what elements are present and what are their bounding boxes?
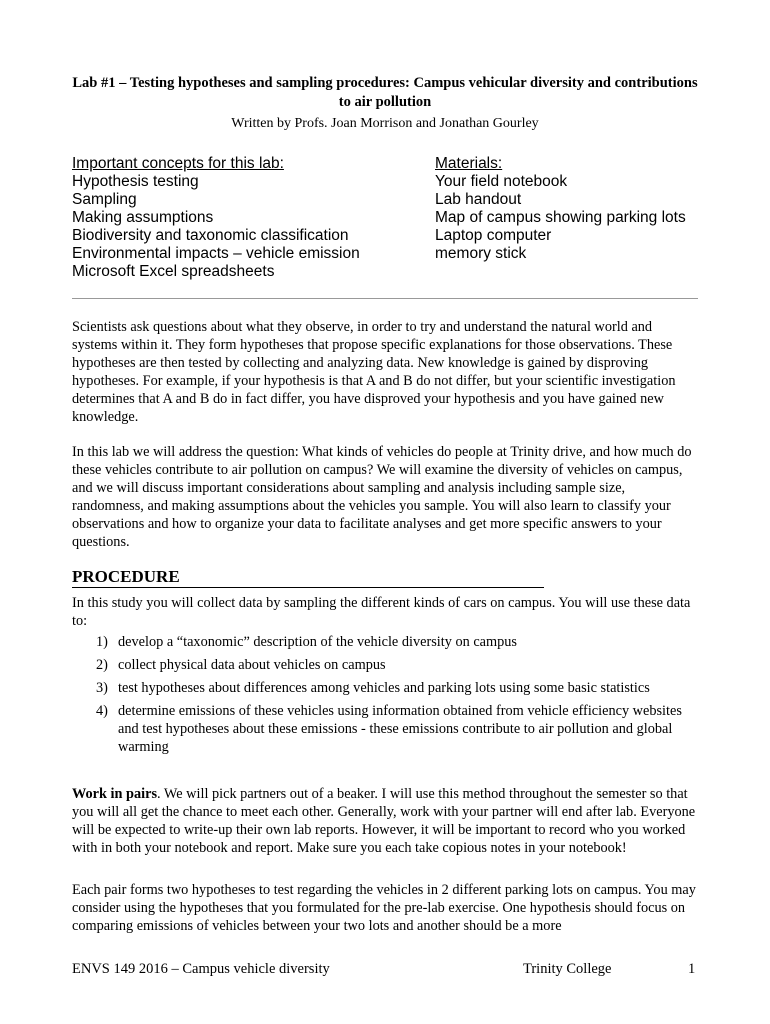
- concept-item: Hypothesis testing: [72, 173, 199, 190]
- concept-item: Biodiversity and taxonomic classification: [72, 227, 349, 244]
- step-text: test hypotheses about differences among vehicles and parking lots using some basic statistics: [118, 680, 650, 696]
- step-number: 4): [96, 703, 108, 719]
- procedure-heading: PROCEDURE: [72, 567, 544, 588]
- footer-institution: Trinity College: [523, 961, 612, 977]
- concept-item: Microsoft Excel spreadsheets: [72, 263, 275, 280]
- procedure-step: [72, 656, 700, 674]
- intro-paragraph-scientists: Scientists ask questions about what they observe, in order to try and understand the natural world and systems within it. They form hypotheses that propose specific explanations for those observations. These hypotheses are then tested by collecting and analyzing data. New knowledge is gained by disproving hypotheses. For example, if your hypothesis is that A and B do not differ, but your scientific investigation determines that A and B do in fact differ, you have disproved your hypothesis and you have gained new knowledge.: [72, 319, 676, 425]
- footer-course: ENVS 149 2016 – Campus vehicle diversity: [72, 961, 330, 977]
- step-text: collect physical data about vehicles on campus: [118, 657, 386, 673]
- material-item: Your field notebook: [435, 173, 568, 190]
- footer-page-number: 1: [688, 961, 696, 977]
- step-number: 1): [96, 634, 108, 650]
- step-number: 2): [96, 657, 108, 673]
- concepts-list: [72, 155, 360, 281]
- material-item: memory stick: [435, 245, 527, 262]
- procedure-step: [72, 633, 700, 651]
- concepts-heading: Important concepts for this lab:: [72, 155, 284, 172]
- materials-heading: Materials:: [435, 155, 503, 172]
- step-number: 3): [96, 680, 108, 696]
- material-item: Laptop computer: [435, 227, 552, 244]
- hypotheses-paragraph: Each pair forms two hypotheses to test regarding the vehicles in 2 different parking lots on campus. You may consider using the hypotheses that you formulated for the pre-lab exercise. One hypothesis should focus on comparing emissions of vehicles between your two lots and another should be a more: [72, 882, 696, 934]
- intro-paragraph-question: In this lab we will address the question: What kinds of vehicles do people at Trinity drive, and how much do these vehicles contribute to air pollution on campus? We will examine the diversity of vehicles on campus, and we will discuss important considerations about sampling and analysis including sample size, randomness, and making assumptions about the vehicles you sample. You will also learn to classify your observations and how to organize your data to facilitate analyses and get more specific answers to your questions.: [72, 444, 692, 550]
- procedure-step: [72, 702, 700, 756]
- concept-item: Sampling: [72, 191, 137, 208]
- document-title: Lab #1 – Testing hypotheses and sampling procedures: Campus vehicular diversity and contributions to air pollution: [72, 75, 698, 110]
- work-in-pairs-paragraph: [72, 785, 700, 857]
- step-text: develop a “taxonomic” description of the vehicle diversity on campus: [118, 634, 517, 650]
- procedure-steps: [72, 633, 700, 761]
- material-item: Map of campus showing parking lots: [435, 209, 686, 226]
- material-item: Lab handout: [435, 191, 522, 208]
- concept-item: Making assumptions: [72, 209, 214, 226]
- authors-byline: Written by Profs. Joan Morrison and Jonathan Gourley: [231, 116, 539, 131]
- materials-list: [435, 155, 686, 263]
- procedure-intro: In this study you will collect data by sampling the different kinds of cars on campus. You will use these data to:: [72, 595, 691, 629]
- work-in-pairs-lead: Work in pairs: [72, 786, 158, 802]
- concept-item: Environmental impacts – vehicle emission: [72, 245, 360, 262]
- section-divider: [72, 298, 698, 299]
- step-text: determine emissions of these vehicles using information obtained from vehicle efficiency websites and test hypotheses about these emissions - these emissions contribute to air pollution and global warming: [118, 703, 682, 755]
- work-in-pairs-text: . We will pick partners out of a beaker. I will use this method throughout the semester so that you will all get the chance to meet each other. Generally, work with your partner will end after lab. Everyone will be expected to write-up their own lab reports. However, it will be important to record who you worked with in both your notebook and report. Make sure you each take copious notes in your notebook!: [72, 786, 696, 856]
- procedure-step: [72, 679, 700, 697]
